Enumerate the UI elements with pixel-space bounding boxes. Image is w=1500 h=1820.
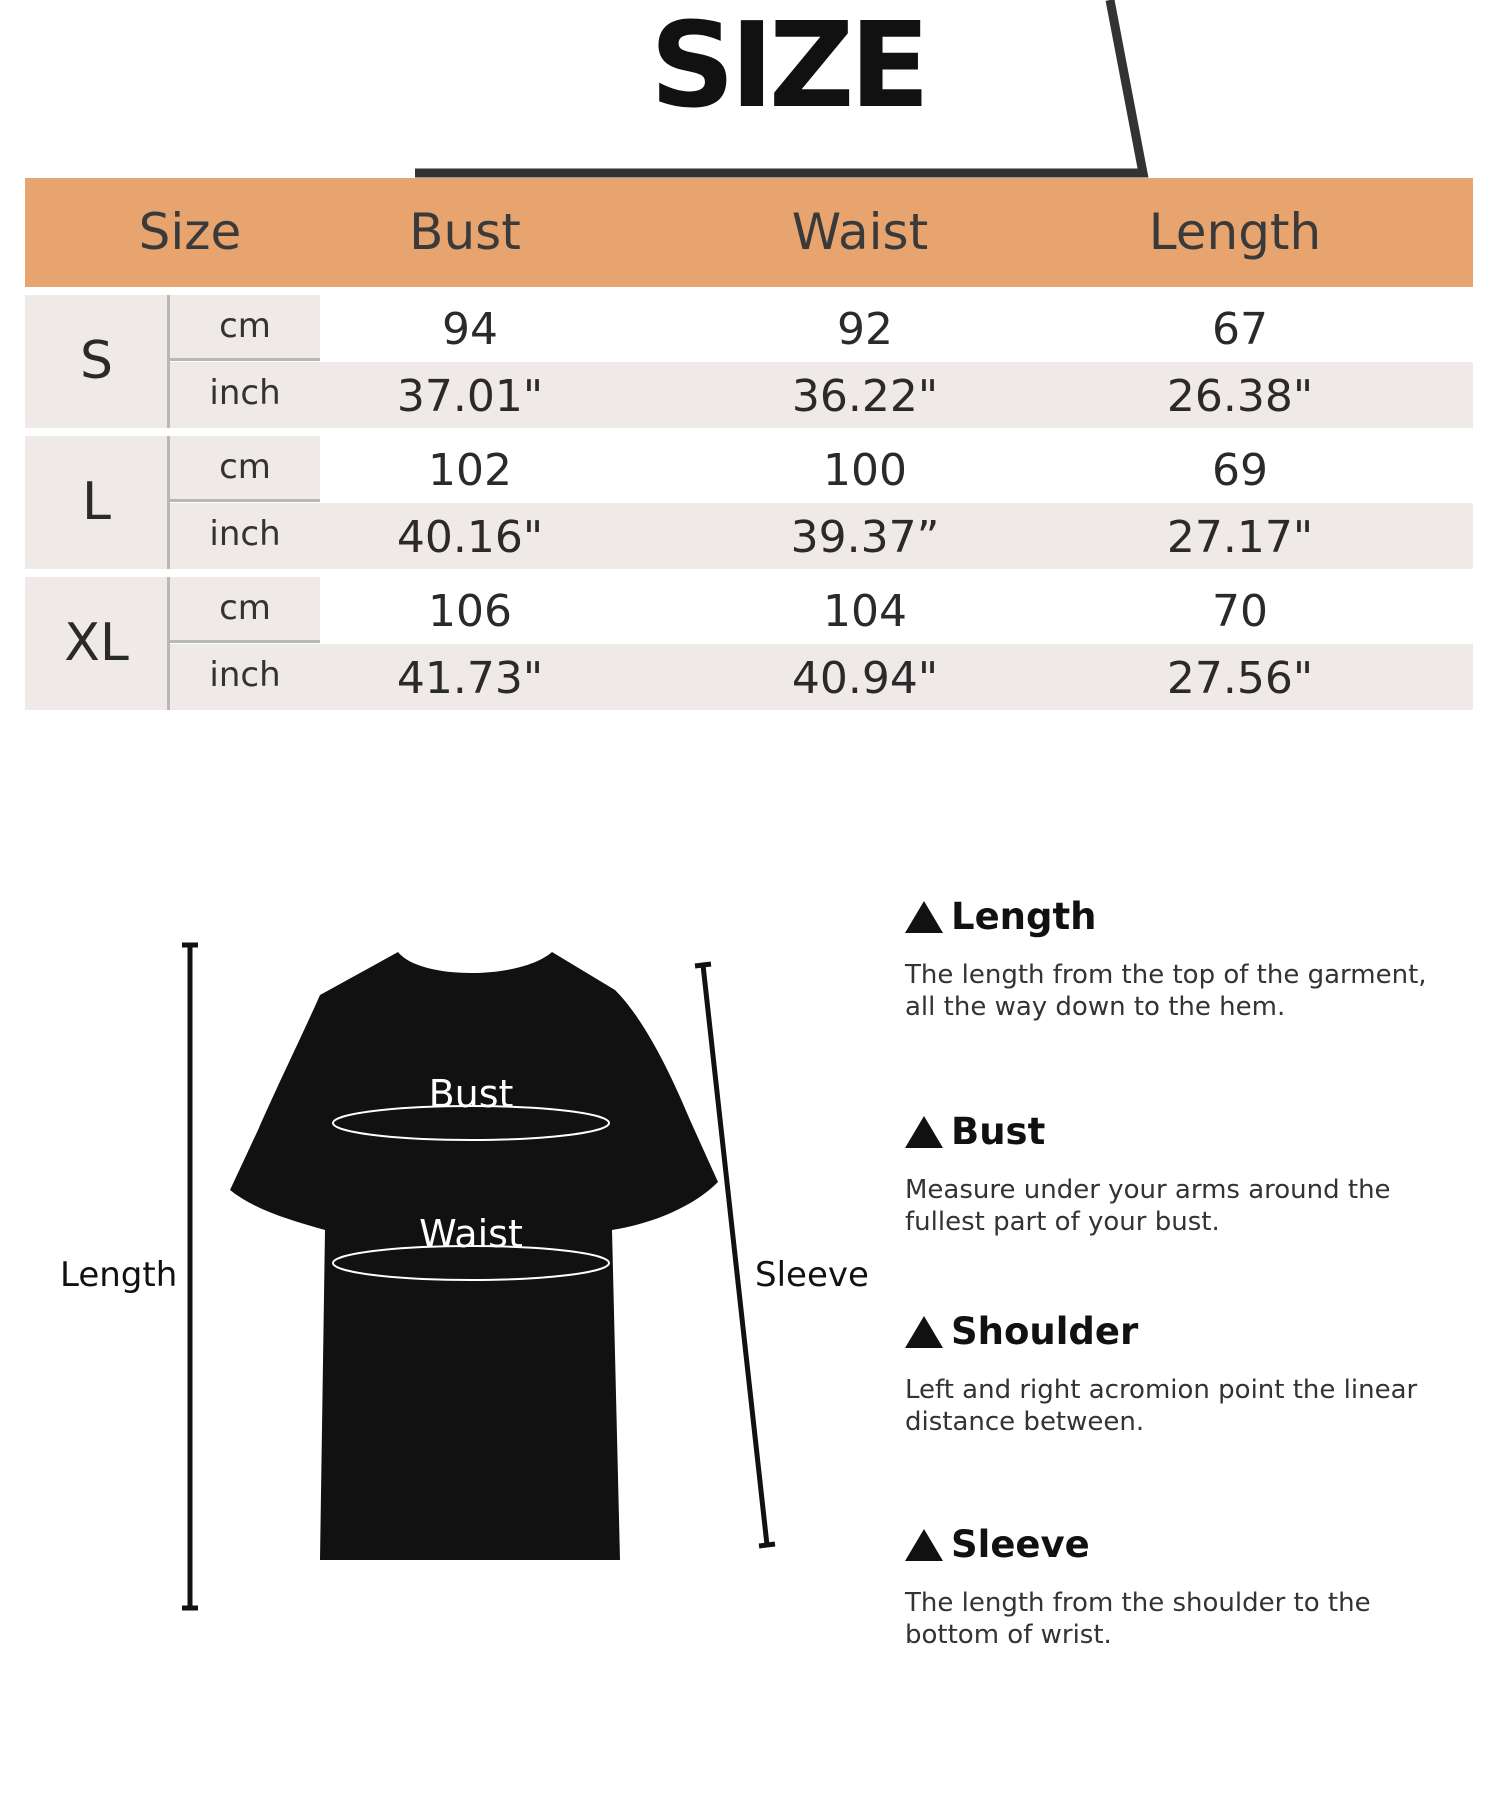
length-value: 26.38" — [1166, 371, 1314, 422]
sleeve-label: Sleeve — [755, 1255, 869, 1295]
bust-value: 41.73" — [396, 653, 544, 704]
bust-value: 40.16" — [396, 512, 544, 563]
guide-item-sleeve — [905, 1523, 1465, 1651]
column-header-waist: Waist — [791, 203, 929, 261]
guide-description: The length from the top of the garment, all the way down to the hem. — [905, 960, 1427, 1022]
bust-label: Bust — [428, 1072, 514, 1116]
unit-label: cm — [170, 295, 320, 361]
unit-label: inch — [170, 503, 320, 569]
guide-title: Length — [951, 895, 1097, 938]
size-table — [25, 178, 1473, 710]
waist-value: 100 — [823, 445, 907, 496]
table-row — [170, 295, 1473, 361]
unit-label: inch — [170, 644, 320, 710]
table-header — [25, 178, 1473, 287]
size-label: XL — [25, 577, 168, 710]
waist-value: 104 — [823, 586, 907, 637]
waist-value: 40.94" — [791, 653, 939, 704]
column-header-size: Size — [138, 203, 242, 261]
guide-description: The length from the shoulder to the bottom of wrist. — [905, 1588, 1371, 1650]
size-label: L — [25, 436, 168, 569]
guide-item-length — [905, 895, 1465, 1023]
length-value: 27.17" — [1166, 512, 1314, 563]
bust-value: 94 — [442, 304, 498, 355]
table-row — [170, 436, 1473, 502]
length-label: Length — [60, 1255, 178, 1295]
column-header-length: Length — [1148, 203, 1322, 261]
waist-value: 36.22" — [791, 371, 939, 422]
unit-label: inch — [170, 362, 320, 428]
waist-value: 92 — [837, 304, 893, 355]
length-value: 27.56" — [1166, 653, 1314, 704]
guide-title: Bust — [951, 1110, 1046, 1153]
guide-title: Sleeve — [951, 1523, 1090, 1566]
guide-item-shoulder — [905, 1310, 1465, 1438]
length-value: 69 — [1212, 445, 1268, 496]
table-row — [170, 362, 1473, 428]
unit-label: cm — [170, 577, 320, 643]
table-row — [170, 503, 1473, 569]
length-value: 70 — [1212, 586, 1268, 637]
length-value: 67 — [1212, 304, 1268, 355]
column-header-bust: Bust — [409, 203, 521, 261]
bust-value: 102 — [428, 445, 512, 496]
tshirt-icon — [230, 952, 718, 1560]
size-label: S — [25, 295, 168, 428]
triangle-icon — [905, 1316, 943, 1348]
page-title: SIZE — [650, 0, 926, 134]
size-group-l — [25, 436, 1473, 569]
triangle-icon — [905, 1116, 943, 1148]
bust-value: 106 — [428, 586, 512, 637]
size-group-xl — [25, 577, 1473, 710]
triangle-icon — [905, 1529, 943, 1561]
triangle-icon — [905, 901, 943, 933]
guide-description: Measure under your arms around the fullest part of your bust. — [905, 1175, 1391, 1237]
table-row — [170, 577, 1473, 643]
guide-title: Shoulder — [951, 1310, 1139, 1353]
waist-value: 39.37” — [790, 512, 940, 563]
table-row — [170, 644, 1473, 710]
length-measure-line — [182, 945, 198, 1608]
size-group-s — [25, 295, 1473, 428]
waist-label: Waist — [419, 1212, 523, 1256]
unit-label: cm — [170, 436, 320, 502]
guide-item-bust — [905, 1110, 1465, 1238]
bust-value: 37.01" — [396, 371, 544, 422]
guide-description: Left and right acromion point the linear distance between. — [905, 1375, 1418, 1437]
